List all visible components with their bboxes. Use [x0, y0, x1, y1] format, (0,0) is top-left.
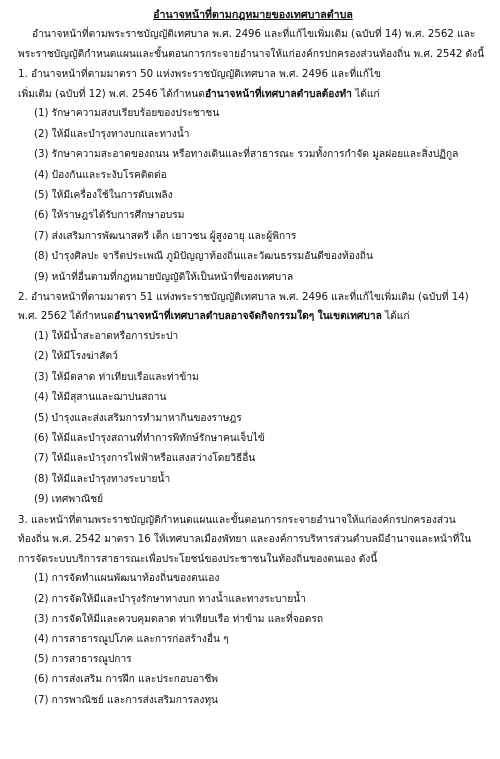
list-item: (6) การส่งเสริม การฝึก และประกอบอาชีพ [34, 674, 218, 686]
list-item: (2) ให้มีโรงฆ่าสัตว์ [34, 351, 118, 363]
list-item: (1) ให้มีน้ำสะอาดหรือการประปา [34, 331, 179, 343]
list-item: (5) การสาธารณูปการ [34, 654, 132, 666]
list-item: (7) ให้มีและบำรุงการไฟฟ้าหรือแสงสว่างโดยวิธีอื่น [34, 453, 256, 465]
section-3-heading-line-3: การจัดระบบบริการสาธารณะเพื่อประโยชน์ของประชาชนในท้องถิ่นของตนเอง ดังนี้ [18, 553, 378, 565]
section-1-heading-bold: อำนาจหน้าที่เทศบาลตำบลต้องทำ [204, 88, 352, 100]
list-item: (7) ส่งเสริมการพัฒนาสตรี เด็ก เยาวชน ผู้สูงอายุ และผู้พิการ [34, 230, 297, 242]
section-2-heading-bold: อำนาจหน้าที่เทศบาลตำบลอาจจัดกิจกรรมใดๆ ในเขตเทศบาล [114, 311, 382, 323]
intro-line-2: พระราชบัญญัติกำหนดแผนและขั้นตอนการกระจายอำนาจให้แก่องค์กรปกครองส่วนท้องถิ่น พ.ศ. 2542 ดังนี้ [18, 48, 485, 60]
list-item: (1) การจัดทำแผนพัฒนาท้องถิ่นของตนเอง [34, 573, 220, 585]
section-1-heading-pre: เพิ่มเติม (ฉบับที่ 12) พ.ศ. 2546 ได้กำหนด [18, 88, 205, 100]
section-2-heading-line-1: 2. อำนาจหน้าที่ตามมาตรา 51 แห่งพระราชบัญญัติเทศบาล พ.ศ. 2496 และที่แก้ไขเพิ่มเติม (ฉบับที่ 14) [18, 291, 469, 303]
list-item: (4) การสาธารณูปโภค และการก่อสร้างอื่น ๆ [34, 633, 229, 645]
list-item: (8) บำรุงศิลปะ จารีตประเพณี ภูมิปัญญาท้องถิ่นและวัฒนธรรมอันดีของท้องถิ่น [34, 251, 373, 263]
list-item: (3) ให้มีตลาด ท่าเทียบเรือและท่าข้าม [34, 371, 199, 383]
section-3-list [18, 569, 488, 710]
list-item: (9) เทศพาณิชย์ [34, 494, 104, 506]
list-item: (5) ให้มีเครื่องใช้ในการดับเพลิง [34, 189, 173, 201]
list-item: (2) การจัดให้มีและบำรุงรักษาทางบก ทางน้ำและทางระบายน้ำ [34, 593, 306, 605]
section-2-heading-post: ได้แก่ [381, 311, 410, 323]
list-item: (4) ป้องกันและระงับโรคติดต่อ [34, 169, 167, 181]
section-2-heading-pre: พ.ศ. 2562 ได้กำหนด [18, 311, 114, 323]
section-1-heading-line-1: 1. อำนาจหน้าที่ตามมาตรา 50 แห่งพระราชบัญญัติเทศบาล พ.ศ. 2496 และที่แก้ไข [18, 69, 381, 81]
section-3-heading-line-1: 3. และหน้าที่ตามพระราชบัญญัติกำหนดแผนและขั้นตอนการกระจายอำนาจให้แก่องค์กรปกครองส่วน [18, 514, 456, 526]
document-title: อำนาจหน้าที่ตามกฎหมายของเทศบาลตำบล [153, 9, 353, 21]
list-item: (2) ให้มีและบำรุงทางบกและทางน้ำ [34, 128, 190, 140]
list-item: (8) ให้มีและบำรุงทางระบายน้ำ [34, 473, 171, 485]
section-1-heading-post: ได้แก่ [351, 88, 380, 100]
section-1-heading-line-2 [18, 85, 488, 105]
list-item: (3) รักษาความสะอาดของถนน หรือทางเดินและที่สาธารณะ รวมทั้งการกำจัด มูลฝอยและสิ่งปฏิกูล [34, 149, 459, 161]
section-2-list [18, 327, 488, 511]
list-item: (1) รักษาความสงบเรียบร้อยของประชาชน [34, 108, 220, 120]
list-item: (9) หน้าที่อื่นตามที่กฎหมายบัญญัติให้เป็นหน้าที่ของเทศบาล [34, 271, 294, 283]
list-item: (7) การพาณิชย์ และการส่งเสริมการลงทุน [34, 694, 219, 706]
intro-line-1: อำนาจหน้าที่ตามพระราชบัญญัติเทศบาล พ.ศ. 2496 และที่แก้ไขเพิ่มเติม (ฉบับที่ 14) พ.ศ. 2562 และ [32, 29, 476, 40]
section-1-list [18, 104, 488, 288]
section-2-heading-line-2 [18, 307, 488, 327]
list-item: (6) ให้ราษฎรได้รับการศึกษาอบรม [34, 210, 185, 222]
list-item: (3) การจัดให้มีและควบคุมตลาด ท่าเทียบเรือ ท่าข้าม และที่จอดรถ [34, 613, 324, 625]
list-item: (5) บำรุงและส่งเสริมการทำมาหากินของราษฎร [34, 412, 242, 424]
list-item: (6) ให้มีและบำรุงสถานที่ทำการพิทักษ์รักษาคนเจ็บไข้ [34, 433, 265, 445]
section-3-heading-line-2: ท้องถิ่น พ.ศ. 2542 มาตรา 16 ให้เทศบาลเมืองพัทยา และองค์การบริหารส่วนตำบลมีอำนาจและหน้าที่ใน [18, 534, 472, 546]
list-item: (4) ให้มีสุสานและฌาปนสถาน [34, 392, 167, 404]
